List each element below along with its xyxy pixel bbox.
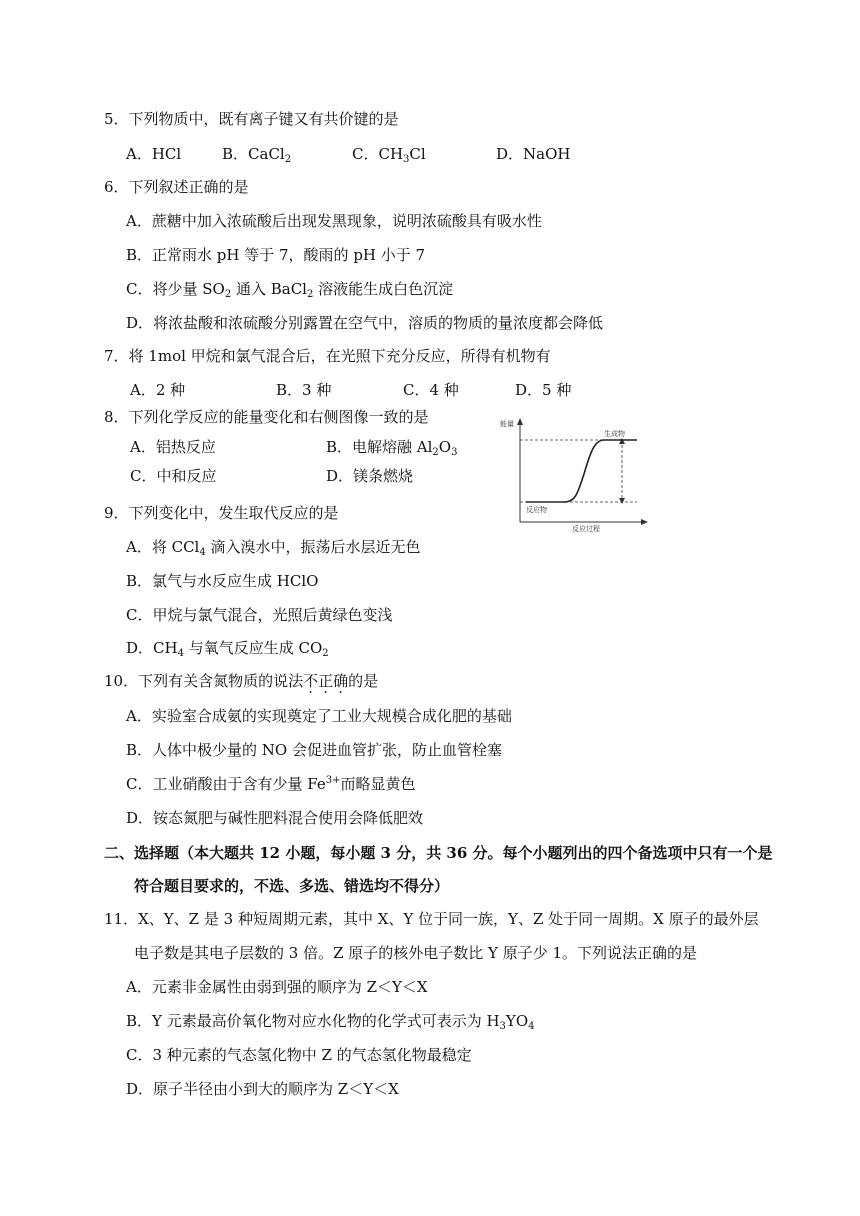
question-11-option-c: C．3 种元素的气态氢化物中 Z 的气态氢化物最稳定 bbox=[126, 1046, 472, 1064]
question-10-option-c: C．工业硝酸由于含有少量 $Fe^{3+}$而略显黄色 bbox=[126, 775, 416, 793]
question-6-stem: 6．下列叙述正确的是 bbox=[104, 178, 249, 196]
question-7-option-a: A．2 种 bbox=[130, 381, 186, 399]
product-label: 生成物 bbox=[604, 430, 625, 438]
y-axis-arrow-icon bbox=[517, 418, 523, 425]
section-2-heading-line-1: 二、选择题（本大题共 12 小题，每小题 3 分，共 36 分。每个小题列出的四个备选项中只有一个是 bbox=[104, 844, 773, 862]
question-9-option-c: C．甲烷与氯气混合，光照后黄绿色变浅 bbox=[126, 606, 393, 624]
question-11-option-a: A．元素非金属性由弱到强的顺序为 Z＜Y＜X bbox=[126, 978, 428, 996]
question-11-stem-line-2: 电子数是其电子层数的 3 倍。Z 原子的核外电子数比 Y 原子少 1。下列说法正确的是 bbox=[134, 944, 698, 962]
question-11-stem-line-1: 11．X、Y、Z 是 3 种短周期元素，其中 X、Y 位于同一族，Y、Z 处于同一周期。X 原子的最外层 bbox=[104, 910, 759, 928]
question-10-option-b: B．人体中极少量的 NO 会促进血管扩张，防止血管栓塞 bbox=[126, 741, 502, 759]
energy-curve bbox=[526, 440, 637, 502]
question-8-option-c: C．中和反应 bbox=[130, 467, 217, 485]
question-9-option-d: D．$CH_4$ 与氧气反应生成 $CO_2$ bbox=[126, 639, 329, 659]
energy-down-arrow-icon bbox=[619, 498, 625, 504]
x-axis-label: 反应过程 bbox=[572, 525, 600, 532]
question-6-option-c: C．将少量 $SO_2$ 通入 BaCl$_2$ 溶液能生成白色沉淀 bbox=[126, 280, 454, 300]
question-8-option-b: B．电解熔融 $Al_2O_3$ bbox=[326, 438, 458, 458]
question-10-option-d: D．铵态氮肥与碱性肥料混合使用会降低肥效 bbox=[126, 809, 424, 827]
question-6-option-b: B．正常雨水 pH 等于 7，酸雨的 pH 小于 7 bbox=[126, 246, 426, 264]
question-10-option-a: A．实验室合成氨的实现奠定了工业大规模合成化肥的基础 bbox=[126, 707, 512, 725]
question-10-stem: 10．下列有关含氮物质的说法不正确的是 bbox=[104, 672, 379, 690]
question-5-option-c: C．$CH_3Cl$ bbox=[352, 145, 426, 165]
question-7-option-b: B．3 种 bbox=[276, 381, 332, 399]
reactant-label: 反应物 bbox=[526, 506, 547, 514]
question-9-option-b: B．氯气与水反应生成 HClO bbox=[126, 572, 319, 590]
question-11-option-d: D．原子半径由小到大的顺序为 Z＜Y＜X bbox=[126, 1080, 399, 1098]
energy-up-arrow-icon bbox=[619, 438, 625, 444]
x-axis-arrow-icon bbox=[641, 519, 648, 525]
question-5-option-a: A．HCl bbox=[126, 145, 182, 163]
question-5-option-b: B．CaCl$_2$ bbox=[222, 145, 292, 165]
question-6-option-d: D．将浓盐酸和浓硫酸分别露置在空气中，溶质的物质的量浓度都会降低 bbox=[126, 314, 604, 332]
question-9-option-a: A．将 CCl$_4$ 滴入溴水中，振荡后水层近无色 bbox=[126, 538, 421, 558]
question-8-stem: 8．下列化学反应的能量变化和右侧图像一致的是 bbox=[104, 408, 429, 426]
question-11-option-b: B．Y 元素最高价氧化物对应水化物的化学式可表示为 $H_3YO_4$ bbox=[126, 1012, 535, 1032]
question-8-option-d: D．镁条燃烧 bbox=[326, 467, 414, 485]
question-8-option-a: A．铝热反应 bbox=[130, 438, 216, 456]
energy-diagram bbox=[492, 412, 652, 532]
question-5-option-d: D．NaOH bbox=[496, 145, 571, 163]
question-7-option-d: D．5 种 bbox=[515, 381, 572, 399]
question-6-option-a: A．蔗糖中加入浓硫酸后出现发黑现象，说明浓硫酸具有吸水性 bbox=[126, 212, 542, 230]
question-9-stem: 9．下列变化中，发生取代反应的是 bbox=[104, 504, 339, 522]
question-7-stem: 7．将 1mol 甲烷和氯气混合后，在光照下充分反应，所得有机物有 bbox=[104, 347, 551, 365]
question-5-stem: 5．下列物质中，既有离子键又有共价键的是 bbox=[104, 110, 399, 128]
section-2-heading-line-2: 符合题目要求的，不选、多选、错选均不得分） bbox=[134, 877, 450, 895]
y-axis-label: 能量 bbox=[500, 420, 514, 428]
question-7-option-c: C．4 种 bbox=[403, 381, 459, 399]
